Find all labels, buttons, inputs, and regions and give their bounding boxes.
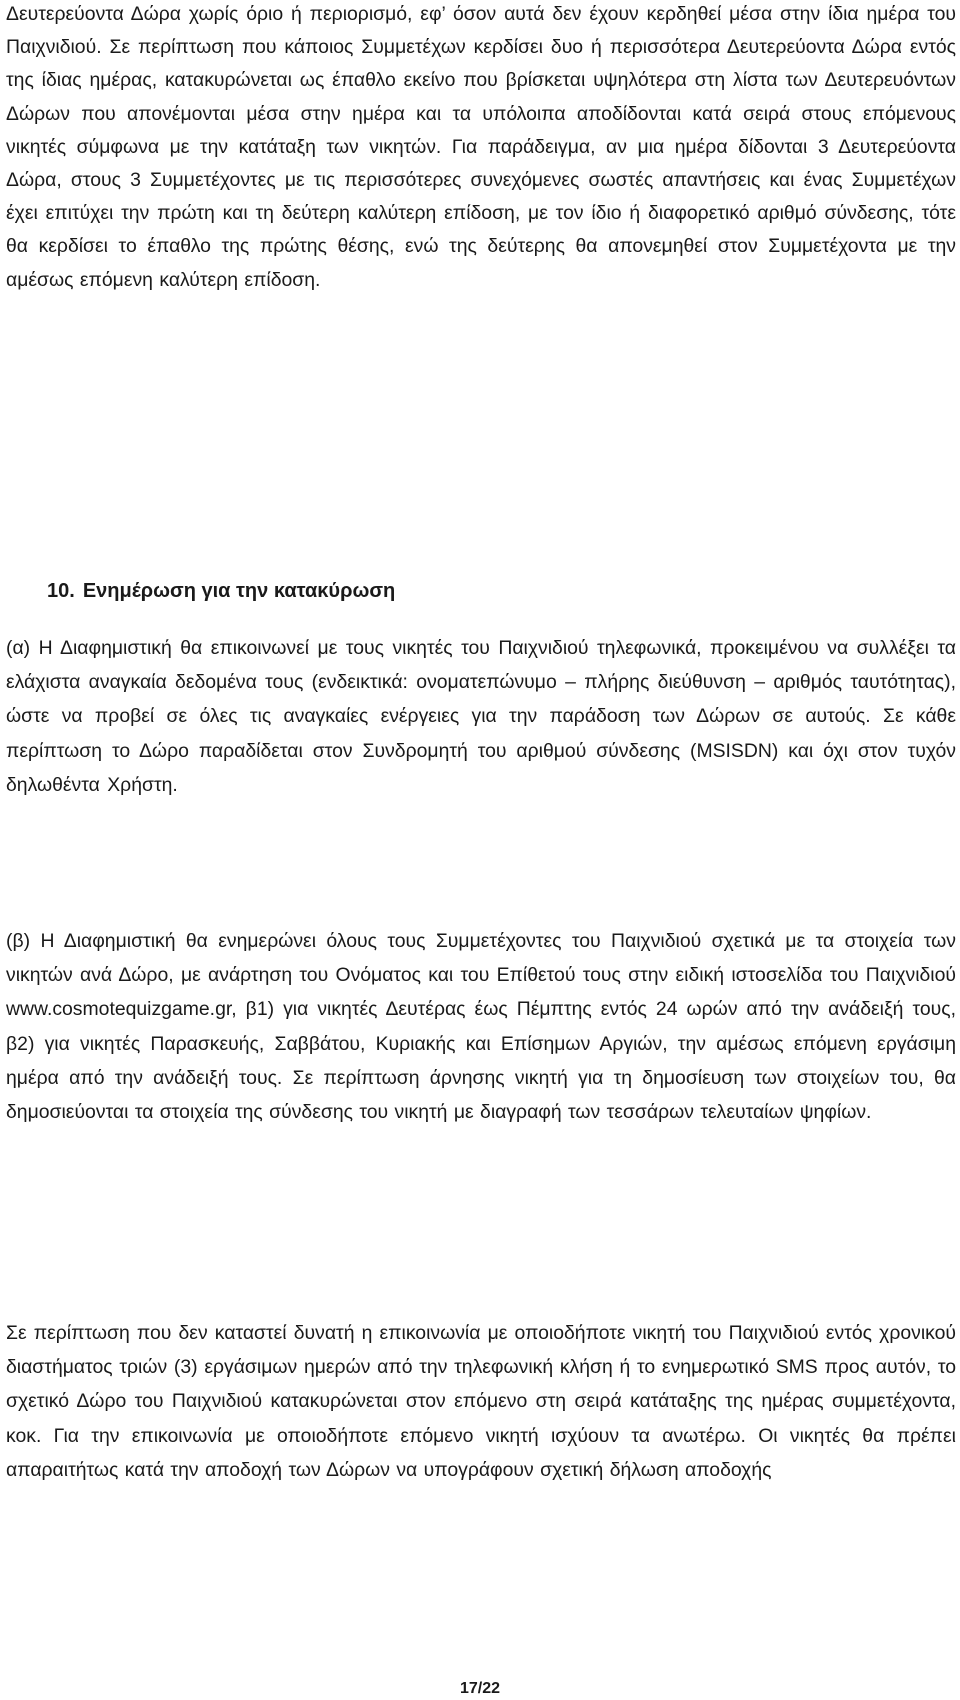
paragraph-a: (α) Η Διαφημιστική θα επικοινωνεί με τους νικητές του Παιχνιδιού τηλεφωνικά, προκειμένου να συλλέξει τα ελάχιστα αναγκαία δεδομένα τους (ενδεικτικά: ονοματεπώνυμο – πλήρης διεύθυνση – αριθμός ταυτότητας), ώστε να προβεί σε όλες τις αναγκαίες ενέργειες για την παράδοση των Δώρων σε αυτούς. Σε κάθε περίπτωση το Δώρο παραδίδεται στον Συνδρομητή του αριθμού σύνδεσης (MSISDN) και όχι στον τυχόν δηλωθέντα Χρήστη. bbox=[6, 637, 956, 796]
paragraph-c: Σε περίπτωση που δεν καταστεί δυνατή η επικοινωνία με οποιοδήποτε νικητή του Παιχνιδιού εντός χρονικού διαστήματος τριών (3) εργάσιμων ημερών από την τηλεφωνική κλήση ή το ενημερωτικό SMS προς αυτόν, το σχετικό Δώρο του Παιχνιδιού κατακυρώνεται στον επόμενο στη σειρά κατάταξης της ημέρας συμμετέχοντα, κοκ. Για την επικοινωνία με οποιοδήποτε επόμενο νικητή ισχύουν τα ανωτέρω. Οι νικητές θα πρέπει απαραιτήτως κατά την αποδοχή των Δώρων να υπογράφουν σχετική δήλωση αποδοχής bbox=[6, 1322, 956, 1481]
section-number: 10. bbox=[47, 580, 75, 602]
section-title: Ενημέρωση για την κατακύρωση bbox=[82, 580, 396, 602]
page-number: 17/22 bbox=[459, 1680, 501, 1697]
intro-paragraph: Δευτερεύοντα Δώρα χωρίς όριο ή περιορισμό, εφ’ όσον αυτά δεν έχουν κερδηθεί μέσα στην ίδια ημέρα του Παιχνιδιού. Σε περίπτωση που κάποιος Συμμετέχων κερδίσει δυο ή περισσότερα Δευτερεύοντα Δώρα εντός της ίδιας ημέρας, κατακυρώνεται ως έπαθλο εκείνο που βρίσκεται υψηλότερα στη λίστα των Δευτερευόντων Δώρων που απονέμονται μέσα στην ημέρα και τα υπόλοιπα αποδίδονται κατά σειρά στους επόμενους νικητές σύμφωνα με την κατάταξη των νικητών. Για παράδειγμα, αν μια ημέρα δίδονται 3 Δευτερεύοντα Δώρα, στους 3 Συμμετέχοντες με τις περισσότερες συνεχόμενες σωστές απαντήσεις και ένας Συμμετέχων έχει επιτύχει την πρώτη και τη δεύτερη καλύτερη επίδοση, με τον ίδιο ή διαφορετικό αριθμό σύνδεσης, τότε θα κερδίσει το έπαθλο της πρώτης θέσης, ενώ της δεύτερης θα απονεμηθεί στον Συμμετέχοντα με την αμέσως επόμενη καλύτερη επίδοση. bbox=[6, 3, 956, 291]
section-heading bbox=[47, 580, 395, 603]
paragraph-b: (β) Η Διαφημιστική θα ενημερώνει όλους τους Συμμετέχοντες του Παιχνιδιού σχετικά με τα στοιχεία των νικητών ανά Δώρο, με ανάρτηση του Ονόματος και του Επίθετού τους στην ειδική ιστοσελίδα του Παιχνιδιού www.cosmotequizgame.gr, β1) για νικητές Δευτέρας έως Πέμπτης εντός 24 ωρών από την ανάδειξή τους, β2) για νικητές Παρασκευής, Σαββάτου, Κυριακής και Επίσημων Αργιών, την αμέσως επόμενη εργάσιμη ημέρα από την ανάδειξή τους. Σε περίπτωση άρνησης νικητή για τη δημοσίευση των στοιχείων του, θα δημοσιεύονται τα στοιχεία της σύνδεσης του νικητή με διαγραφή των τεσσάρων τελευταίων ψηφίων. bbox=[6, 930, 956, 1124]
